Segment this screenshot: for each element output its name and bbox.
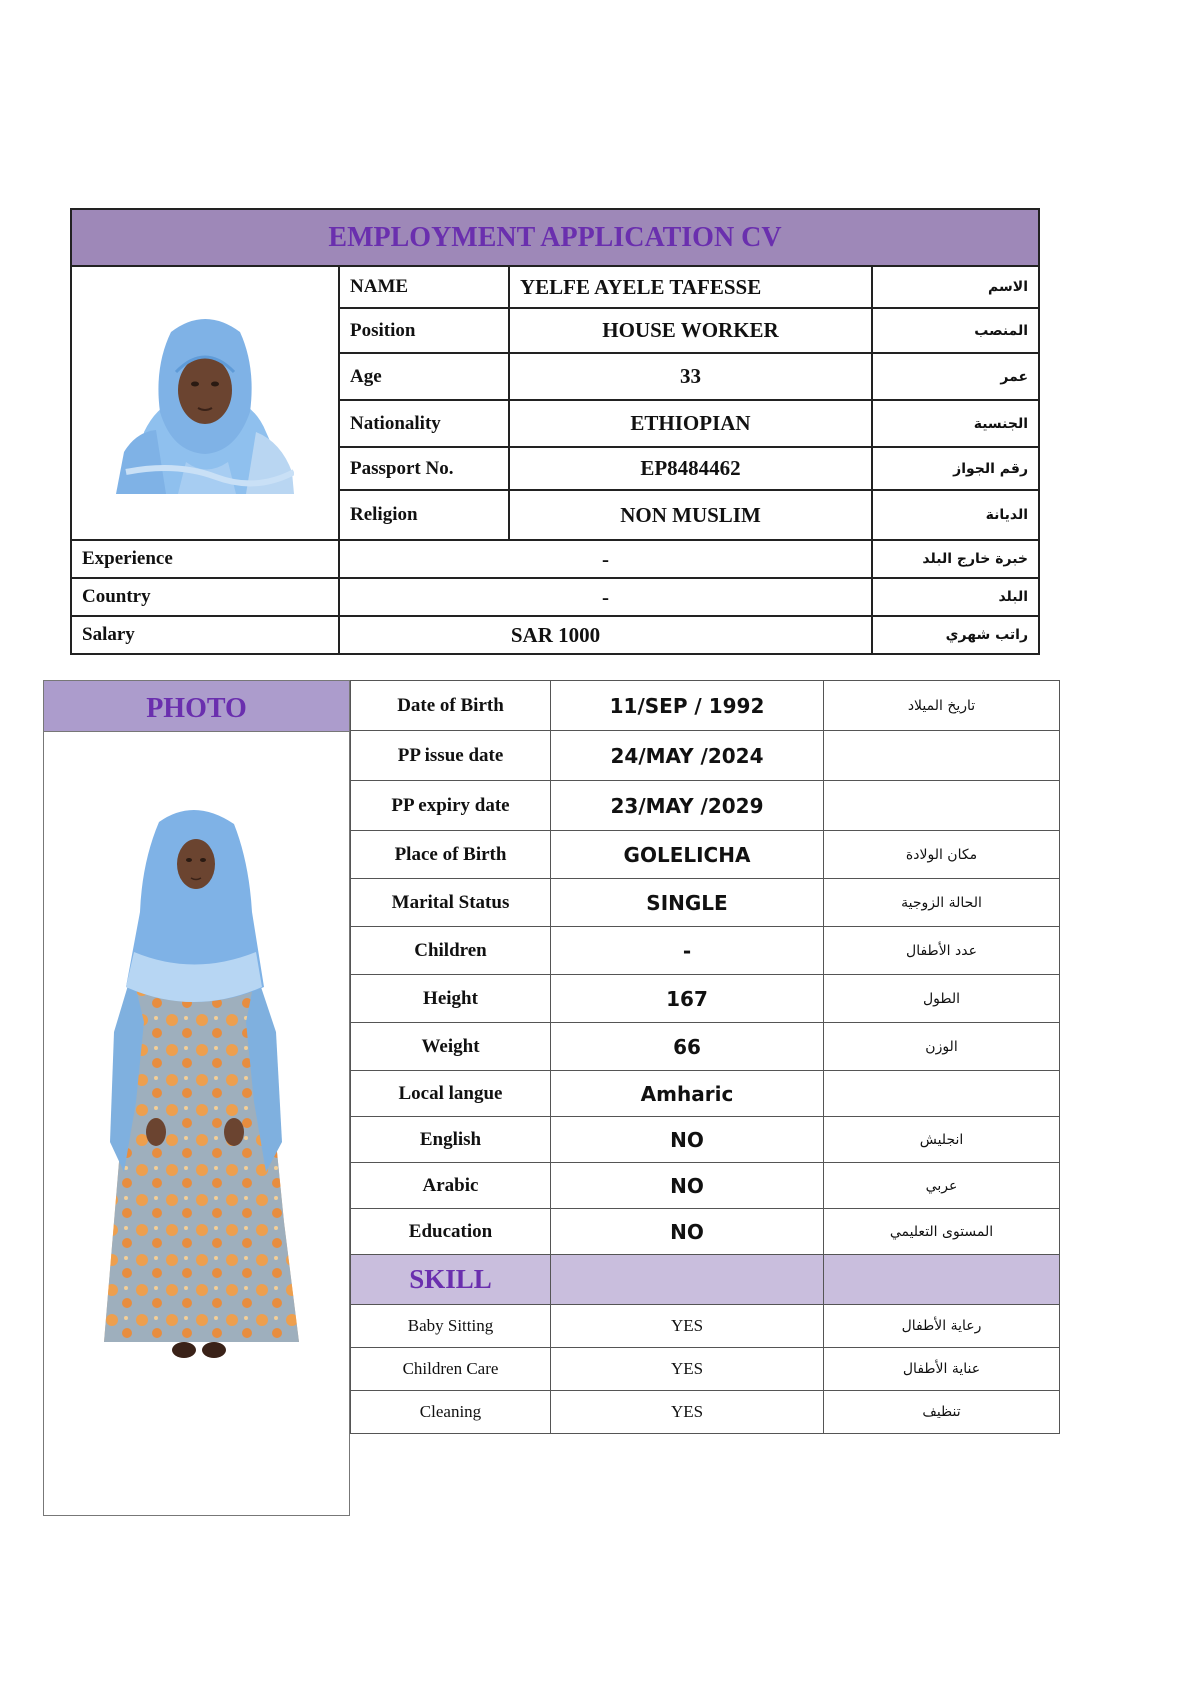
arabic-label: Arabic <box>351 1163 551 1209</box>
skill-children-care-value: YES <box>551 1348 824 1391</box>
position-value: HOUSE WORKER <box>509 308 872 353</box>
pp-issue-value: 24/MAY /2024 <box>551 731 824 781</box>
english-arabic: انجليش <box>824 1117 1060 1163</box>
local-language-value: Amharic <box>551 1071 824 1117</box>
experience-arabic: خبرة خارج البلد <box>872 540 1039 578</box>
experience-value: - <box>339 540 872 578</box>
skill-children-care-label: Children Care <box>351 1348 551 1391</box>
marital-status-value: SINGLE <box>551 879 824 927</box>
marital-status-label: Marital Status <box>351 879 551 927</box>
skill-heading-blank <box>551 1255 824 1305</box>
age-arabic: عمر <box>872 353 1039 400</box>
marital-status-arabic: الحالة الزوجية <box>824 879 1060 927</box>
height-value: 167 <box>551 975 824 1023</box>
skill-cleaning-arabic: تنظيف <box>824 1391 1060 1434</box>
personal-info-table <box>70 208 1040 655</box>
full-photo-panel <box>43 680 350 1516</box>
photo-heading: PHOTO <box>44 681 349 732</box>
name-value: YELFE AYELE TAFESSE <box>509 266 872 308</box>
dob-value: 11/SEP / 1992 <box>551 681 824 731</box>
pp-expiry-value: 23/MAY /2029 <box>551 781 824 831</box>
pp-issue-label: PP issue date <box>351 731 551 781</box>
religion-value: NON MUSLIM <box>509 490 872 540</box>
passport-label: Passport No. <box>339 447 509 490</box>
dob-label: Date of Birth <box>351 681 551 731</box>
skill-heading: SKILL <box>351 1255 551 1305</box>
english-value: NO <box>551 1117 824 1163</box>
pp-issue-arabic <box>824 731 1060 781</box>
passport-arabic: رقم الجواز <box>872 447 1039 490</box>
religion-arabic: الديانة <box>872 490 1039 540</box>
salary-label: Salary <box>71 616 339 654</box>
nationality-label: Nationality <box>339 400 509 447</box>
passport-value: EP8484462 <box>509 447 872 490</box>
children-label: Children <box>351 927 551 975</box>
height-arabic: الطول <box>824 975 1060 1023</box>
pp-expiry-label: PP expiry date <box>351 781 551 831</box>
education-label: Education <box>351 1209 551 1255</box>
education-value: NO <box>551 1209 824 1255</box>
place-of-birth-arabic: مكان الولادة <box>824 831 1060 879</box>
children-value: - <box>551 927 824 975</box>
age-value: 33 <box>509 353 872 400</box>
children-arabic: عدد الأطفال <box>824 927 1060 975</box>
height-label: Height <box>351 975 551 1023</box>
weight-value: 66 <box>551 1023 824 1071</box>
skill-heading-blank-ar <box>824 1255 1060 1305</box>
dob-arabic: تاريخ الميلاد <box>824 681 1060 731</box>
salary-arabic: راتب شهري <box>872 616 1039 654</box>
nationality-arabic: الجنسية <box>872 400 1039 447</box>
religion-label: Religion <box>339 490 509 540</box>
country-label: Country <box>71 578 339 616</box>
education-arabic: المستوى التعليمي <box>824 1209 1060 1255</box>
skill-cleaning-value: YES <box>551 1391 824 1434</box>
skill-baby-sitting-arabic: رعاية الأطفال <box>824 1305 1060 1348</box>
country-arabic: البلد <box>872 578 1039 616</box>
portrait-photo <box>116 312 294 494</box>
arabic-value: NO <box>551 1163 824 1209</box>
portrait-photo-cell <box>71 266 339 540</box>
weight-label: Weight <box>351 1023 551 1071</box>
name-label: NAME <box>339 266 509 308</box>
local-language-label: Local langue <box>351 1071 551 1117</box>
pp-expiry-arabic <box>824 781 1060 831</box>
age-label: Age <box>339 353 509 400</box>
skill-children-care-arabic: عناية الأطفال <box>824 1348 1060 1391</box>
page-title: EMPLOYMENT APPLICATION CV <box>71 209 1039 266</box>
place-of-birth-label: Place of Birth <box>351 831 551 879</box>
position-arabic: المنصب <box>872 308 1039 353</box>
skill-baby-sitting-value: YES <box>551 1305 824 1348</box>
skill-cleaning-label: Cleaning <box>351 1391 551 1434</box>
place-of-birth-value: GOLELICHA <box>551 831 824 879</box>
full-body-photo <box>44 802 349 1362</box>
country-value: - <box>339 578 872 616</box>
position-label: Position <box>339 308 509 353</box>
weight-arabic: الوزن <box>824 1023 1060 1071</box>
nationality-value: ETHIOPIAN <box>509 400 872 447</box>
skill-baby-sitting-label: Baby Sitting <box>351 1305 551 1348</box>
experience-label: Experience <box>71 540 339 578</box>
local-language-arabic <box>824 1071 1060 1117</box>
arabic-arabic: عربي <box>824 1163 1060 1209</box>
english-label: English <box>351 1117 551 1163</box>
name-arabic: الاسم <box>872 266 1039 308</box>
details-table <box>350 680 1060 1434</box>
salary-value: SAR 1000 <box>339 616 872 654</box>
